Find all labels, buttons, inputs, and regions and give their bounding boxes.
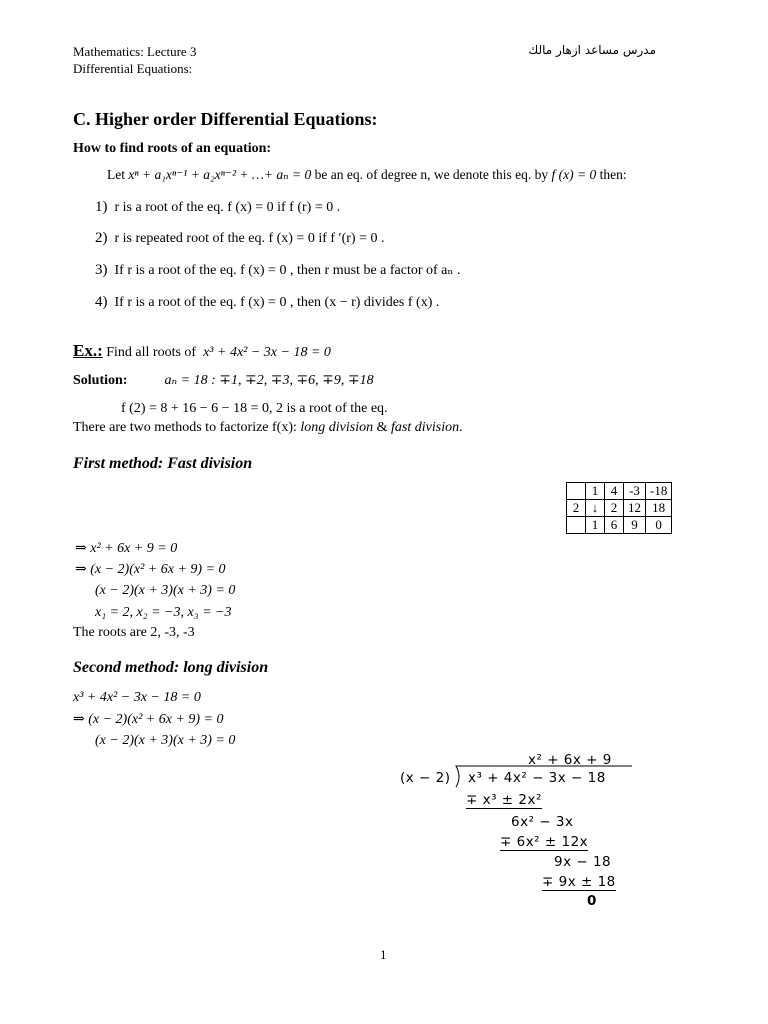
intro-fx: f (x) = 0 xyxy=(551,167,597,182)
intro-polynomial: xⁿ + a₁xⁿ⁻¹ + a₂xⁿ⁻² + …+ aₙ = 0 xyxy=(128,167,312,182)
rule-text: If r is a root of the eq. f (x) = 0 , then r must be a factor of aₙ . xyxy=(114,263,461,278)
page-number: 1 xyxy=(380,947,387,962)
example-label: Ex.: xyxy=(73,341,103,360)
method-long: long division xyxy=(300,420,374,435)
table-cell: 9 xyxy=(624,517,646,534)
table-cell: -3 xyxy=(624,483,646,500)
table-cell: 2 xyxy=(567,500,586,517)
candidate-roots: aₙ = 18 : ∓1, ∓2, ∓3, ∓6, ∓9, ∓18 xyxy=(164,373,374,388)
quotient: x² + 6x + 9 xyxy=(528,752,612,768)
intro-desc: be an eq. of degree n, we denote this eq. by xyxy=(314,167,549,182)
methods-amp: & xyxy=(376,420,388,435)
intro-then: then: xyxy=(599,167,627,182)
topic-label: Differential Equations: xyxy=(73,61,193,76)
rule-3 xyxy=(95,262,460,279)
remainder-line: 6x² − 3x xyxy=(511,814,574,830)
rule-number: 3) xyxy=(95,262,108,278)
table-cell: 0 xyxy=(646,517,672,534)
section-subtitle: How to find roots of an equation: xyxy=(73,141,272,156)
synthetic-division-table xyxy=(566,482,672,534)
long-division-title: Second method: long division xyxy=(73,659,269,676)
fast-step: ⇒ x² + 6x + 9 = 0 xyxy=(75,541,178,556)
table-cell xyxy=(567,483,586,500)
rule-2 xyxy=(95,230,384,247)
subtract-line: ∓ 6x² ± 12x xyxy=(500,834,589,850)
table-cell xyxy=(567,517,586,534)
table-cell: 2 xyxy=(605,500,624,517)
method-fast: fast division xyxy=(391,420,460,435)
rule-1 xyxy=(95,199,340,216)
long-step: x³ + 4x² − 3x − 18 = 0 xyxy=(73,690,201,705)
table-cell: 18 xyxy=(646,500,672,517)
rule-text: r is repeated root of the eq. f (x) = 0 if f ′(r) = 0 . xyxy=(114,231,385,246)
long-step: ⇒ (x − 2)(x² + 6x + 9) = 0 xyxy=(73,712,224,727)
table-row xyxy=(567,500,672,517)
methods-prefix: There are two methods to factorize f(x): xyxy=(73,420,297,435)
course-label: Mathematics: Lecture 3 xyxy=(73,44,197,59)
subtract-line: ∓ x³ ± 2x² xyxy=(466,792,542,808)
solution-line xyxy=(73,372,374,389)
methods-line xyxy=(73,420,463,436)
example-prompt: Find all roots of xyxy=(106,345,197,360)
solution-label: Solution: xyxy=(73,373,128,388)
roots-conclusion: The roots are 2, -3, -3 xyxy=(73,625,195,640)
final-remainder: 0 xyxy=(587,893,597,909)
long-step: (x − 2)(x + 3)(x + 3) = 0 xyxy=(95,733,236,748)
table-cell: 1 xyxy=(586,483,605,500)
rule-text: If r is a root of the eq. f (x) = 0 , then (x − r) divides f (x) . xyxy=(114,295,440,310)
remainder-line: 9x − 18 xyxy=(554,854,612,870)
rule-text: r is a root of the eq. f (x) = 0 if f (r) = 0 . xyxy=(114,200,341,215)
dividend: x³ + 4x² − 3x − 18 xyxy=(468,770,606,786)
methods-period: . xyxy=(459,420,463,435)
table-cell: 6 xyxy=(605,517,624,534)
fast-step: (x − 2)(x + 3)(x + 3) = 0 xyxy=(95,583,236,598)
fast-step: x₁ = 2, x₂ = −3, x₃ = −3 xyxy=(95,605,232,620)
table-cell: 4 xyxy=(605,483,624,500)
table-row xyxy=(567,517,672,534)
down-arrow-icon: ↓ xyxy=(586,500,605,517)
intro-let: Let xyxy=(107,167,125,182)
author-label: مدرس مساعد ازهار مالك xyxy=(528,43,656,57)
example-line xyxy=(73,341,331,361)
example-equation: x³ + 4x² − 3x − 18 = 0 xyxy=(203,345,331,360)
section-title: C. Higher order Differential Equations: xyxy=(73,109,378,129)
fast-division-title: First method: Fast division xyxy=(73,455,253,472)
rule-number: 1) xyxy=(95,199,108,215)
subtract-line: ∓ 9x ± 18 xyxy=(542,874,616,890)
rule-number: 4) xyxy=(95,294,108,310)
intro-line xyxy=(107,167,627,183)
root-check: f (2) = 8 + 16 − 6 − 18 = 0, 2 is a root of the eq. xyxy=(121,401,388,416)
rule-4 xyxy=(95,294,439,311)
rule-number: 2) xyxy=(95,230,108,246)
divisor: (x − 2) xyxy=(400,770,451,786)
table-cell: 1 xyxy=(586,517,605,534)
fast-step: ⇒ (x − 2)(x² + 6x + 9) = 0 xyxy=(75,562,226,577)
table-cell: 12 xyxy=(624,500,646,517)
table-cell: -18 xyxy=(646,483,672,500)
table-row xyxy=(567,483,672,500)
